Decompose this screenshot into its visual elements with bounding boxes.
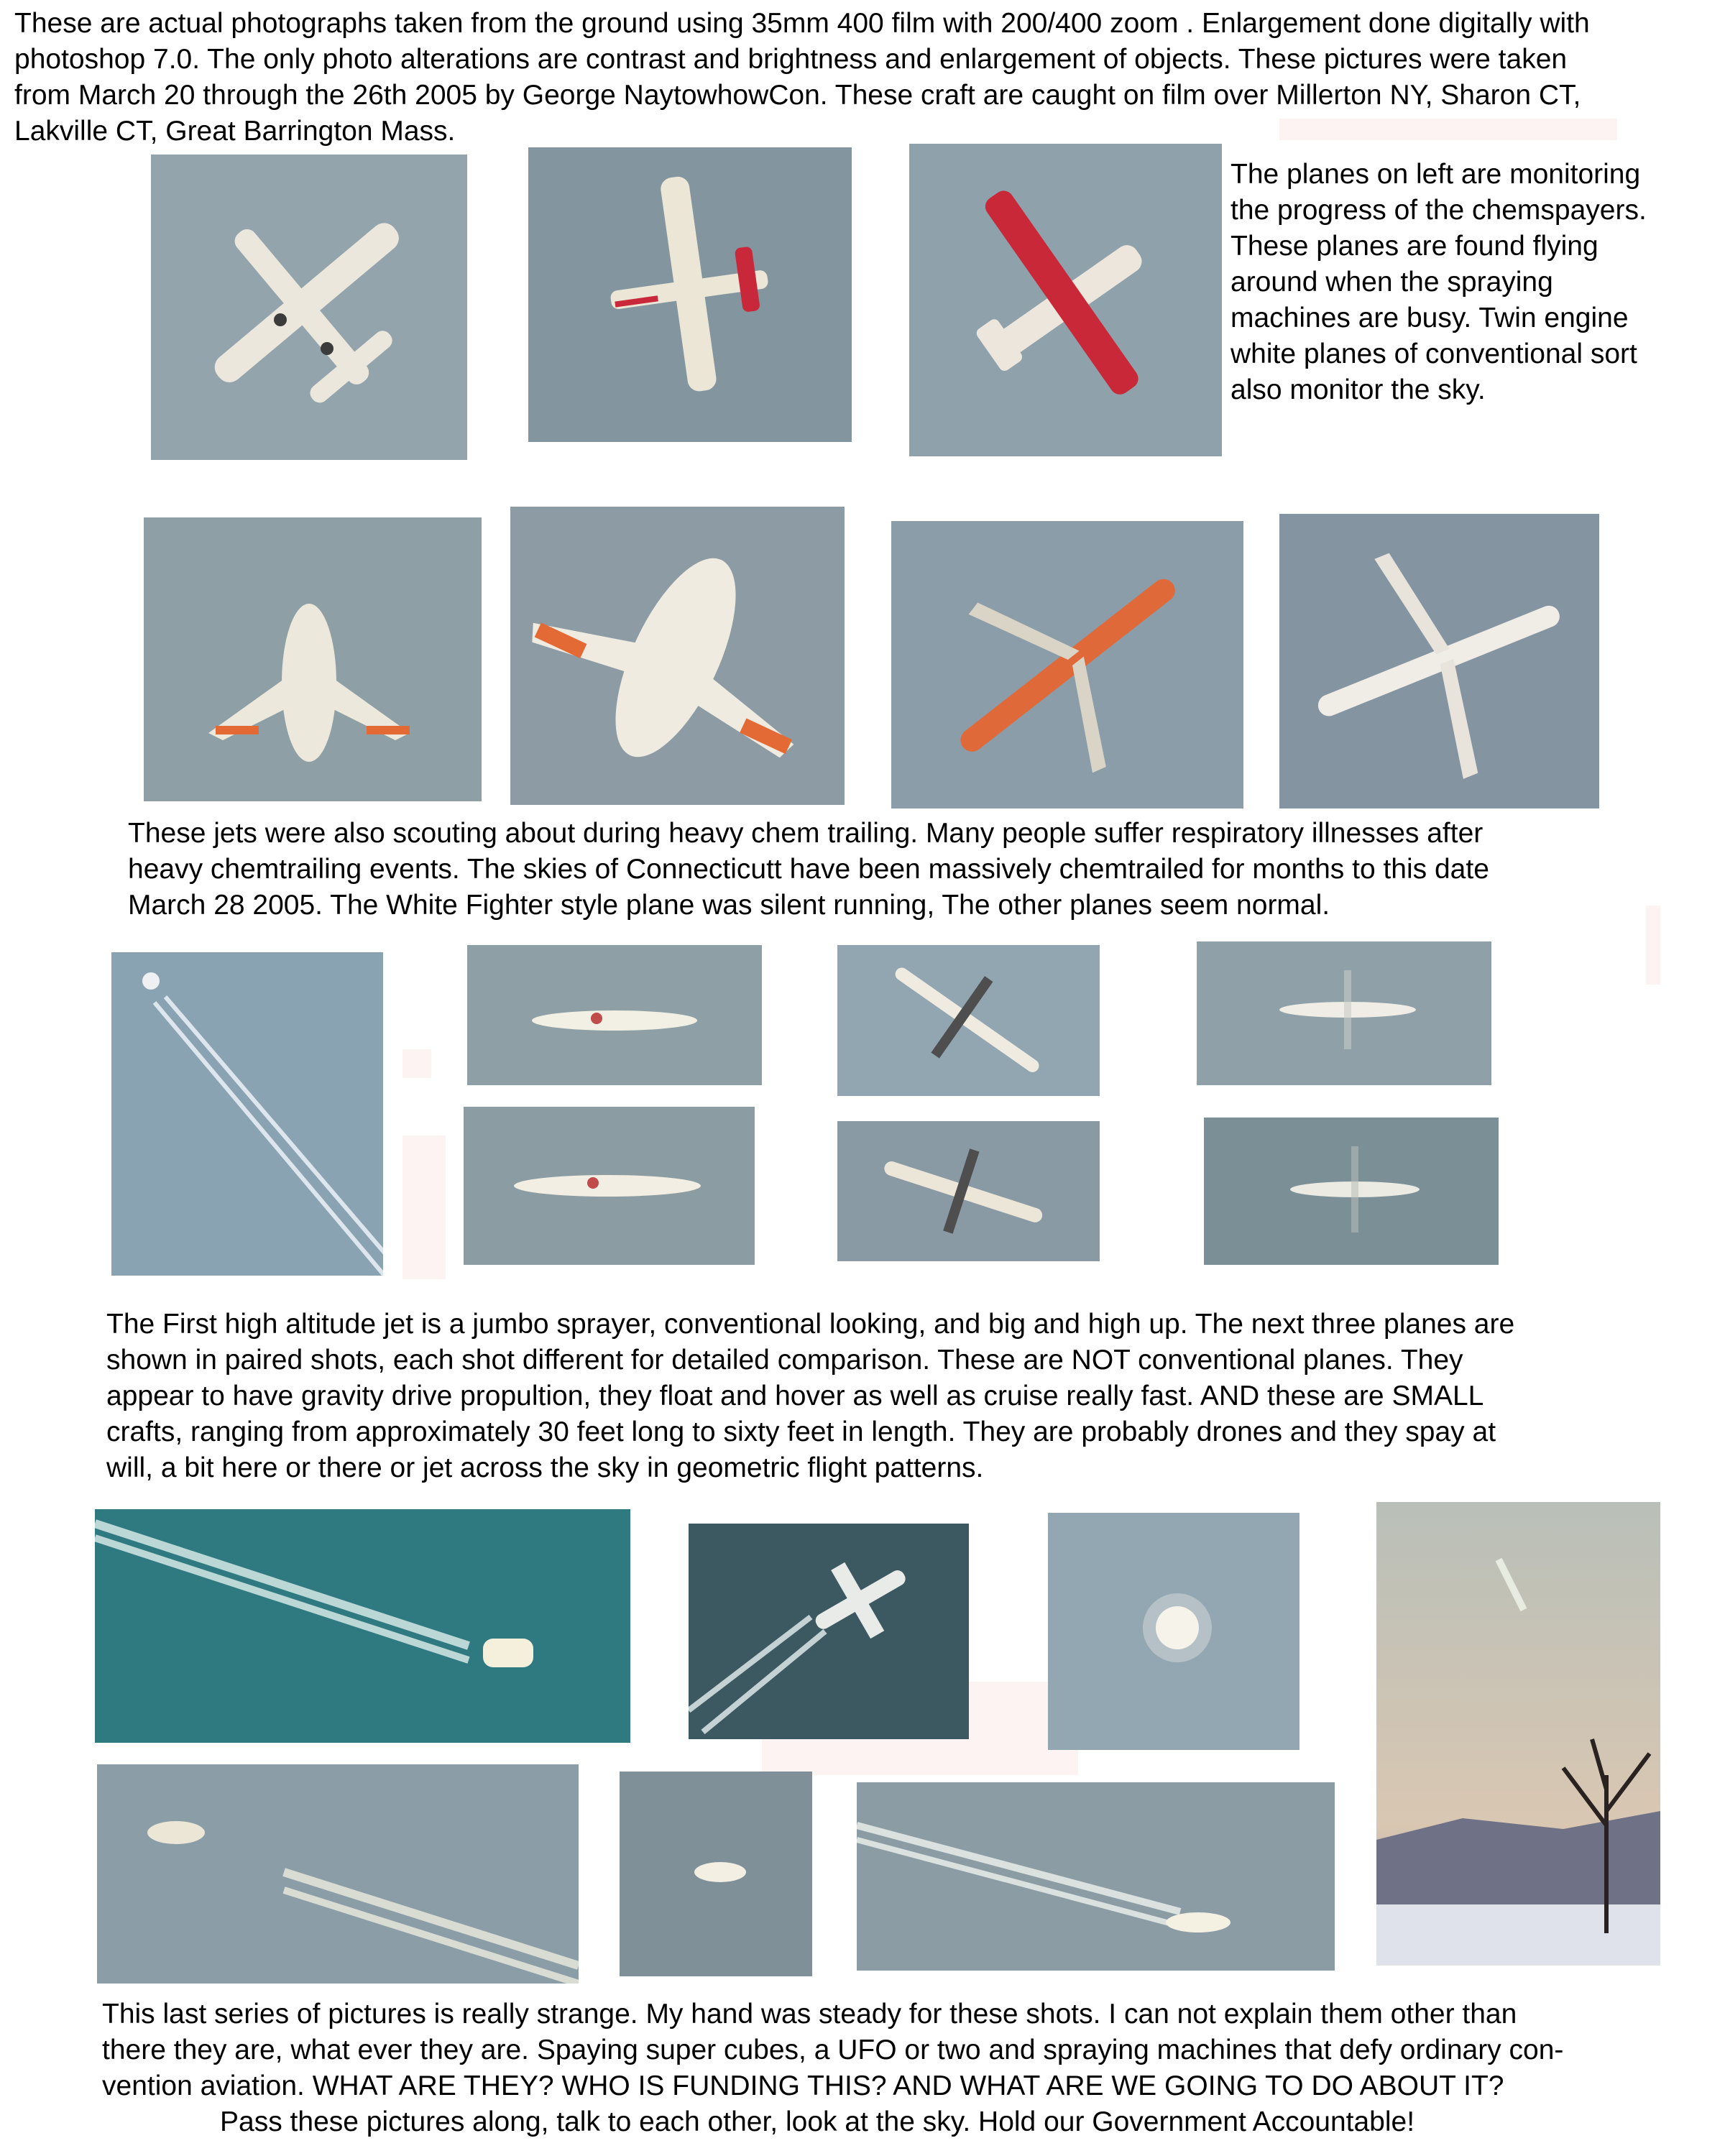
caption-line: there they are, what ever they are. Spaying super cubes, a UFO or two and spraying machines that defy ordinary con- [102,2035,1564,2065]
intro-line: photoshop 7.0. The only photo alterations are contrast and brightness and enlargement of objects. These pictures were taken [14,44,1568,75]
background-artifact [402,1135,446,1279]
caption-line: These jets were also scouting about during heavy chem trailing. Many people suffer respiratory illnesses after [128,818,1484,849]
caption-line: crafts, ranging from approximately 30 feet long to sixty feet in length. They are probably drones and they spay at [106,1416,1496,1447]
plane-photo-image [528,147,852,442]
photo-blurry-craft-contrail [97,1764,579,1984]
photo-orange-tip-jet [510,507,845,805]
caption-line: also monitor the sky. [1230,374,1486,405]
photo-white-plane-twin-tail [151,155,467,460]
plane-photo-image [95,1509,630,1743]
plane-photo-image [97,1764,579,1984]
photo-long-contrail-cube [857,1782,1335,1971]
intro-line: These are actual photographs taken from the ground using 35mm 400 film with 200/400 zoom . Enlargement done digitally with [14,8,1590,39]
intro-line: Lakville CT, Great Barrington Mass. [14,116,456,147]
plane-photo-image [689,1524,969,1739]
caption-line: around when the spraying [1230,267,1553,298]
plane-photo-image [891,521,1243,808]
plane-photo-image [857,1782,1335,1971]
photo-glowing-ufo [1048,1513,1300,1750]
caption-line: The planes on left are monitoring [1230,159,1641,190]
section2-caption [128,816,1489,923]
caption-line: This last series of pictures is really strange. My hand was steady for these shots. I can not explain them other than [102,1999,1517,2030]
photo-craft-b-shot-1 [837,945,1100,1096]
plane-photo-image [620,1772,812,1976]
caption-line: will, a bit here or there or jet across the sky in geometric flight patterns. [106,1452,984,1483]
photo-white-plane-red-tail [528,147,852,442]
section1-caption [1230,157,1647,408]
photo-noisy-cube-object [620,1772,812,1976]
caption-line: machines are busy. Twin engine [1230,303,1629,333]
photo-craft-a-shot-2 [464,1107,755,1265]
background-artifact [402,1049,431,1078]
caption-line: vention aviation. WHAT ARE THEY? WHO IS FUNDING THIS? AND WHAT ARE WE GOING TO DO ABOUT IT? [102,2070,1504,2101]
photo-craft-b-shot-2 [837,1121,1100,1261]
plane-photo-image [1279,514,1599,808]
photo-white-airliner [1279,514,1599,808]
plane-photo-image [1376,1502,1660,1966]
plane-photo-image [837,945,1100,1096]
caption-line: The First high altitude jet is a jumbo sprayer, conventional looking, and big and high up. The next three planes are [106,1309,1515,1340]
caption-line: heavy chemtrailing events. The skies of Connecticutt have been massively chemtrailed for months to this date [128,854,1489,885]
photo-dusk-landscape-object [1376,1502,1660,1966]
photo-orange-airliner [891,521,1243,808]
caption-line: the progress of the chemspayers. [1230,195,1647,226]
caption-line: shown in paired shots, each shot different for detailed comparison. These are NOT conventional planes. They [106,1345,1463,1376]
photo-red-wing-plane [909,144,1222,456]
background-artifact [1279,119,1617,140]
plane-photo-image [909,144,1222,456]
photo-craft-a-shot-1 [467,945,762,1085]
background-artifact [1646,906,1660,985]
plane-photo-image [1197,941,1491,1085]
intro-line: from March 20 through the 26th 2005 by George NaytowhowCon. These craft are caught on film over Millerton NY, Sharon CT, [14,80,1581,111]
plane-photo-image [144,517,482,801]
section3-caption [106,1307,1514,1486]
plane-photo-image [111,952,383,1276]
plane-photo-image [510,507,845,805]
photo-teal-sky-cube-contrail [95,1509,630,1743]
plane-photo-image [837,1121,1100,1261]
photo-plane-spraying-contrail [689,1524,969,1739]
photo-fighter-style-plane [144,517,482,801]
plane-photo-image [151,155,467,460]
photo-craft-c-shot-1 [1197,941,1491,1085]
caption-line: March 28 2005. The White Fighter style plane was silent running, The other planes seem normal. [128,890,1330,921]
photo-craft-c-shot-2 [1204,1118,1499,1265]
plane-photo-image [1048,1513,1300,1750]
section4-caption [102,1996,1563,2104]
caption-line: white planes of conventional sort [1230,338,1637,369]
closing-statement: Pass these pictures along, talk to each other, look at the sky. Hold our Government Accountable! [220,2106,1415,2137]
plane-photo-image [1204,1118,1499,1265]
plane-photo-image [464,1107,755,1265]
caption-line: These planes are found flying [1230,231,1598,262]
caption-line: appear to have gravity drive propultion, they float and hover as well as cruise really fast. AND these are SMALL [106,1381,1484,1411]
plane-photo-image [467,945,762,1085]
photo-jumbo-sprayer-contrail [111,952,383,1276]
